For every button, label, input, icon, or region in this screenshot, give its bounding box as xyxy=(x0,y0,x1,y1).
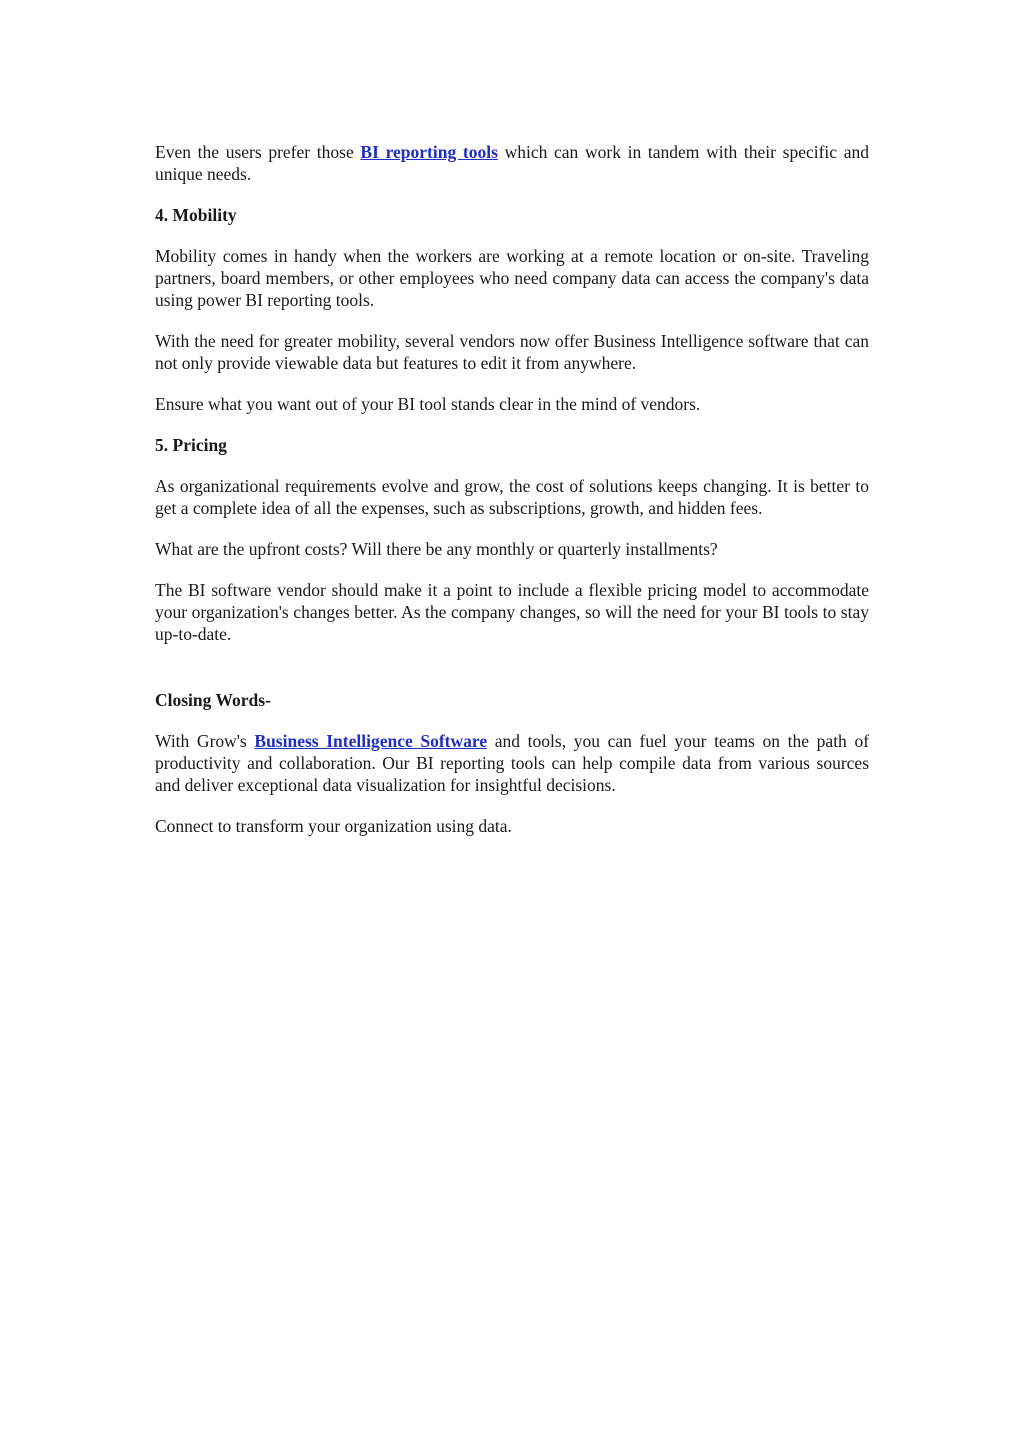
intro-paragraph xyxy=(155,141,869,185)
document-page xyxy=(155,141,869,856)
mobility-paragraph-1: Mobility comes in handy when the workers are working at a remote location or on-site. Traveling partners, board members, or other employees who need company data can access the company's data using power BI reporting tools. xyxy=(155,246,869,310)
closing-words-heading: Closing Words- xyxy=(155,690,271,710)
closing-text-before-link: With Grow's xyxy=(155,731,255,751)
mobility-paragraph-2: With the need for greater mobility, several vendors now offer Business Intelligence software that can not only provide viewable data but features to edit it from anywhere. xyxy=(155,331,869,373)
intro-text-before-link: Even the users prefer those xyxy=(155,142,361,162)
pricing-heading: 5. Pricing xyxy=(155,435,227,455)
bi-reporting-tools-link[interactable]: BI reporting tools xyxy=(360,142,498,162)
business-intelligence-software-link[interactable]: Business Intelligence Software xyxy=(254,731,488,751)
mobility-heading: 4. Mobility xyxy=(155,205,237,225)
closing-paragraph-2: Connect to transform your organization using data. xyxy=(155,816,512,836)
closing-text-after-link: and tools, you can fuel your teams on the path of productivity and collaboration. Our BI reporting tools can help compile data from various sources and deliver exceptional data visualization for insightful decisions. xyxy=(155,731,870,795)
pricing-paragraph-3: The BI software vendor should make it a point to include a flexible pricing model to accommodate your organization's changes better. As the company changes, so will the need for your BI tools to stay up-to-date. xyxy=(155,580,869,644)
mobility-paragraph-3: Ensure what you want out of your BI tool stands clear in the mind of vendors. xyxy=(155,394,701,414)
pricing-paragraph-2: What are the upfront costs? Will there be any monthly or quarterly installments? xyxy=(155,539,718,559)
intro-text-after-link: which can work in tandem with their specific and unique needs. xyxy=(155,142,869,184)
closing-paragraph-1 xyxy=(155,730,869,796)
pricing-paragraph-1: As organizational requirements evolve and grow, the cost of solutions keeps changing. It is better to get a complete idea of all the expenses, such as subscriptions, growth, and hidden fees. xyxy=(155,476,869,518)
